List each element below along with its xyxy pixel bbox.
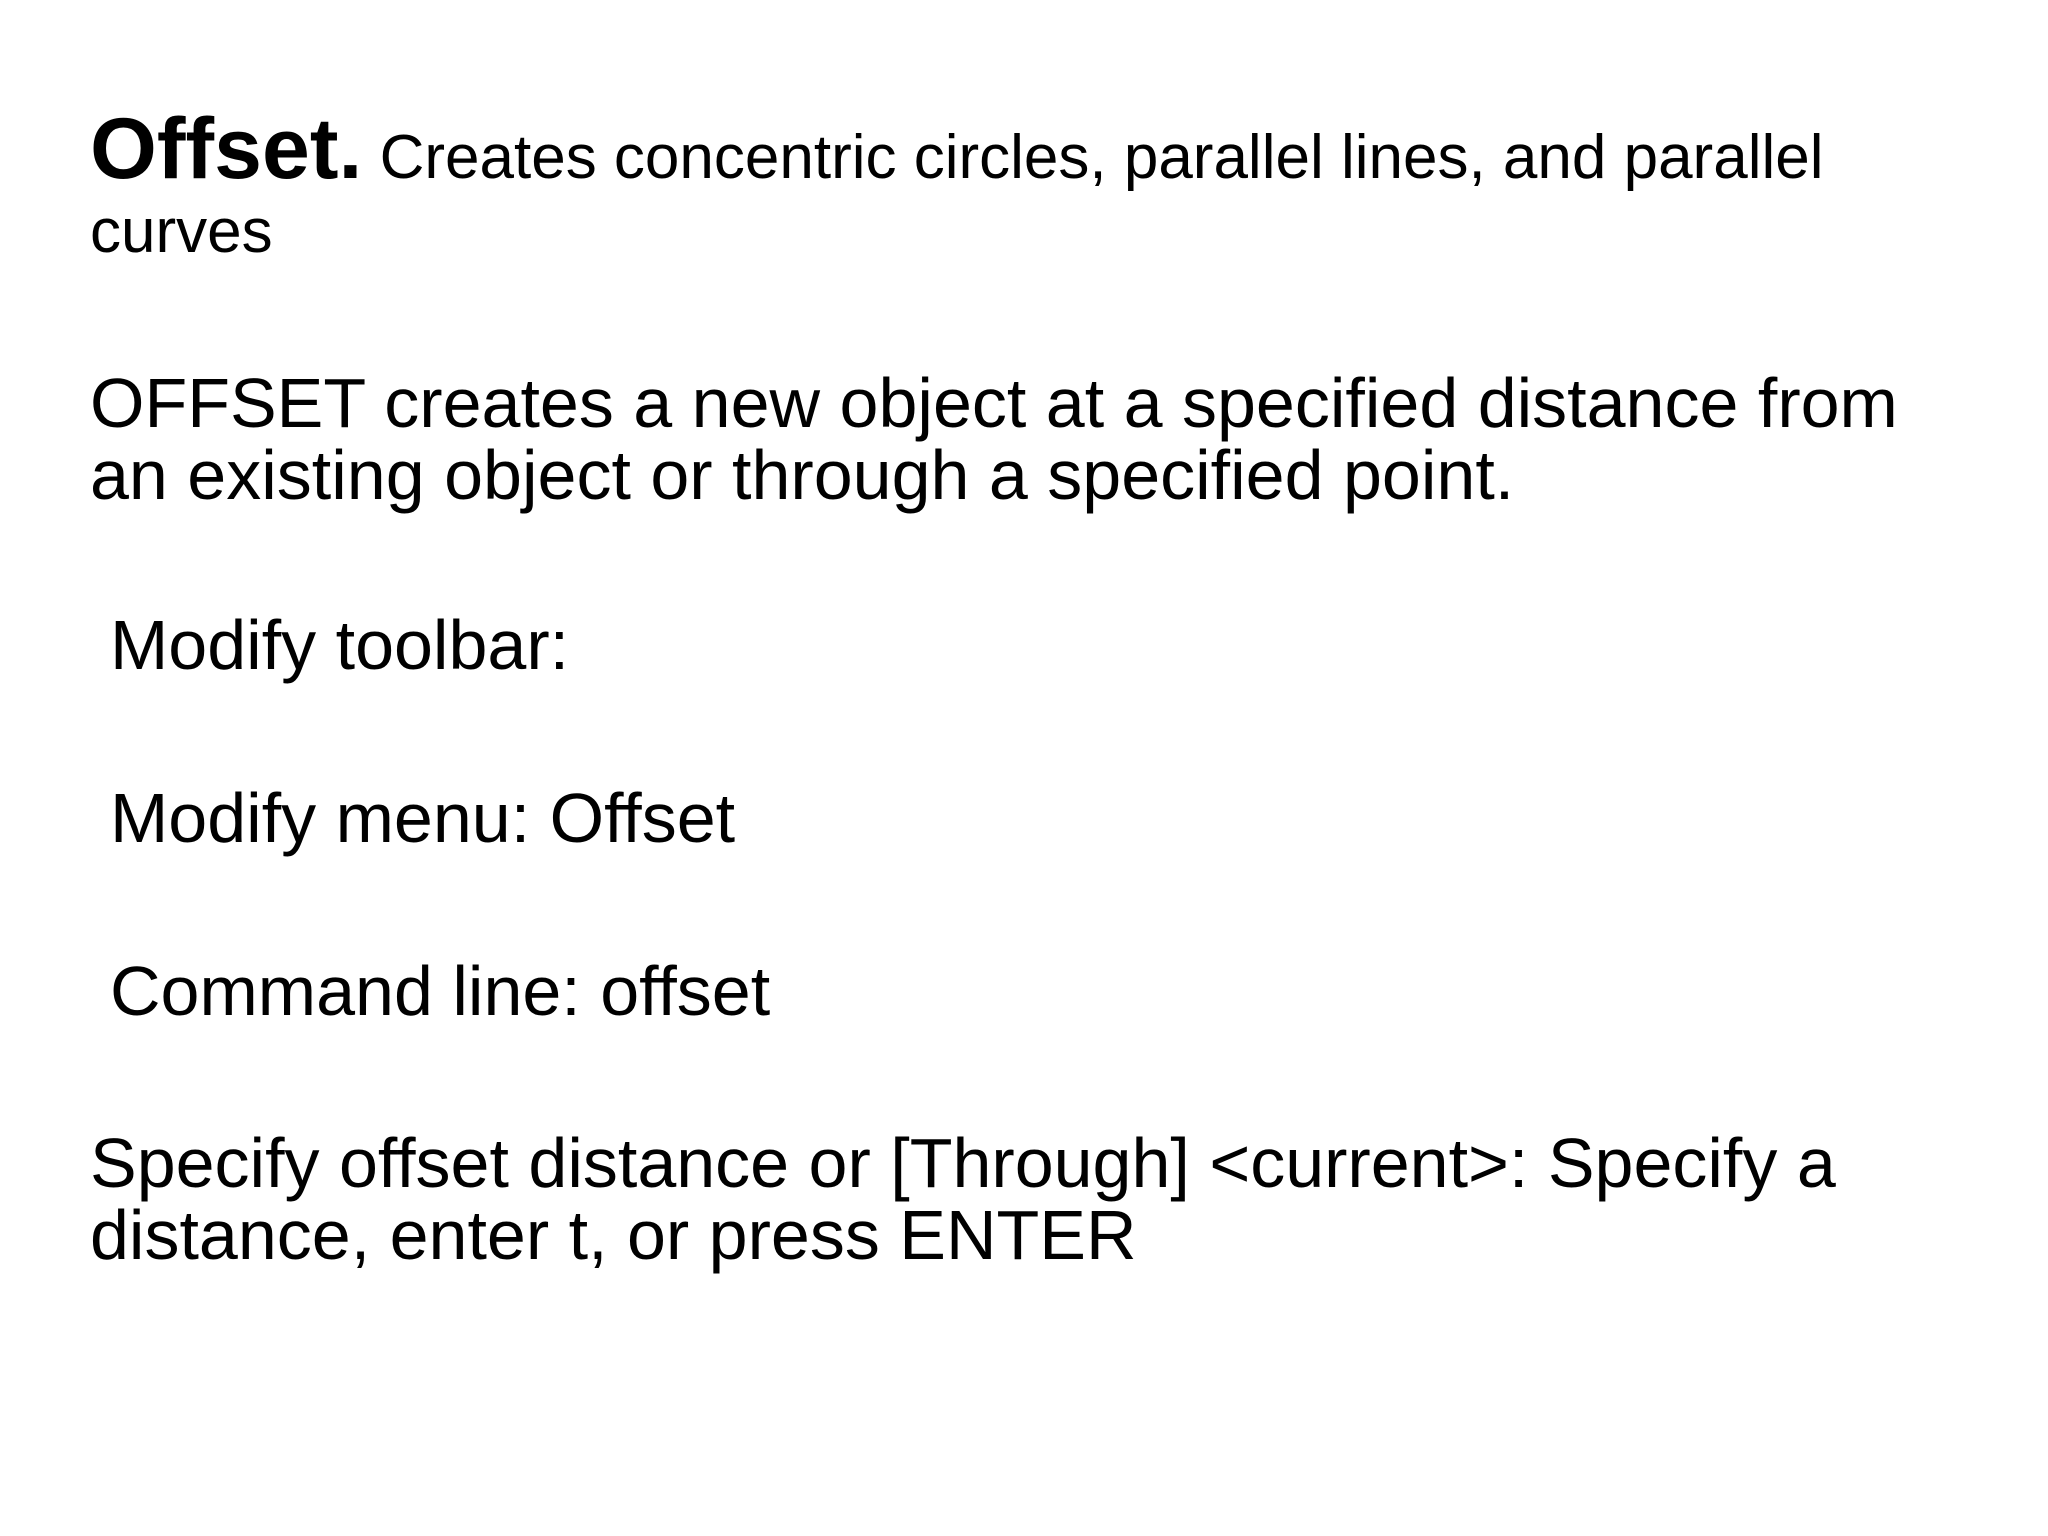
- slide-title: Offset.: [90, 101, 363, 197]
- command-line-label: Command line: offset: [110, 952, 771, 1030]
- description-paragraph: OFFSET creates a new object at a specified distance from an existing object or through a specified point.: [90, 364, 1898, 514]
- modify-menu-label: Modify menu: Offset: [110, 779, 736, 857]
- prompt-paragraph: Specify offset distance or [Through] <current>: Specify a distance, enter t, or press ENTER: [90, 1124, 1836, 1274]
- slide-heading: [90, 101, 1970, 269]
- modify-toolbar-label: Modify toolbar:: [110, 606, 570, 684]
- slide-subtitle: Creates concentric circles, parallel lines, and parallel curves: [90, 123, 1824, 266]
